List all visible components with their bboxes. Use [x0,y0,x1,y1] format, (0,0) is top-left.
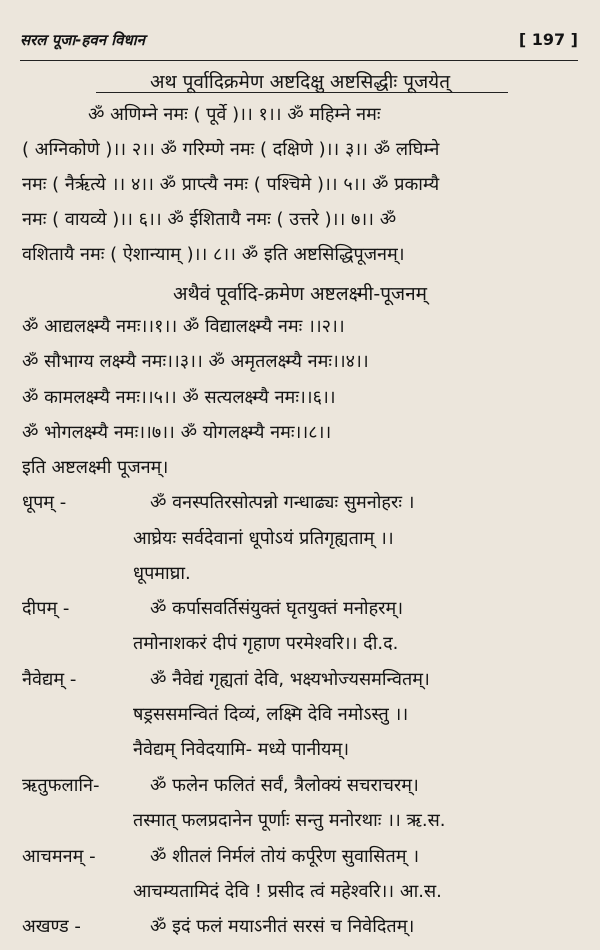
text-line: ॐ सौभाग्य लक्ष्म्यै नमः।।३।। ॐ अमृतलक्ष्म्यै नमः।।४।। [22,351,369,372]
mantra-line: ॐ नैवेद्यं गृह्यतां देवि, भक्ष्यभोज्यसमन्वितम्। [150,669,430,690]
mantra-line: ॐ कर्पासवर्तिसंयुक्तं घृतयुक्तं मनोहरम्। [150,598,404,619]
text-line: वशितायै नमः ( ऐशान्याम् )।। ८।। ॐ इति अष्टसिद्धिपूजनम्। [22,244,405,265]
text-line: इति अष्टलक्ष्मी पूजनम्। [22,457,169,478]
offering-label-akhanda: अखण्ड - [22,916,81,937]
offering-label-naivedyam: नैवेद्यम् - [22,669,77,690]
mantra-line: तमोनाशकरं दीपं गृहाण परमेश्वरि।। दी.द. [133,633,399,654]
mantra-line: ॐ इदं फलं मयाऽनीतं सरसं च निवेदितम्। [150,916,415,937]
running-head: सरल पूजा-हवन विधान [20,31,145,49]
mantra-line: ॐ शीतलं निर्मलं तोयं कर्पूरेण सुवासितम् । [150,846,420,867]
text-line: ॐ भोगलक्ष्म्यै नमः।।७।। ॐ योगलक्ष्म्यै नमः।।८।। [22,422,332,443]
section-title-ashtalakshmi: अथैवं पूर्वादि-क्रमेण अष्टलक्ष्मी-पूजनम् [172,283,428,305]
offering-label-deepam: दीपम् - [22,598,70,619]
section-title-ashtasiddhi: अथ पूर्वादिक्रमेण अष्टदिक्षु अष्टसिद्धीः पूजयेत् [149,71,451,93]
text-line: ॐ अणिम्ने नमः ( पूर्वे )।। १।। ॐ महिम्ने नमः [88,104,381,125]
mantra-line: ॐ वनस्पतिरसोत्पन्नो गन्धाढ्यः सुमनोहरः । [150,492,415,513]
text-line: ॐ आद्यलक्ष्म्यै नमः।।१।। ॐ विद्यालक्ष्म्यै नमः ।।२।। [22,316,345,337]
mantra-line: ॐ फलेन फलितं सर्वं, त्रैलोक्यं सचराचरम्। [150,775,419,796]
mantra-line: नैवेद्यम् निवेदयामि- मध्ये पानीयम्। [133,739,350,760]
text-line: नमः ( नैर्ऋत्ये ।। ४।। ॐ प्राप्त्यै नमः ( पश्चिमे )।। ५।। ॐ प्रकाम्यै [22,174,440,195]
offering-label-ritu-phalani: ऋतुफलानि- [22,775,100,796]
mantra-line: तस्मात् फलप्रदानेन पूर्णाः सन्तु मनोरथाः ।। ऋ.स. [133,810,446,831]
mantra-line: आघ्रेयः सर्वदेवानां धूपोऽयं प्रतिगृह्यताम् ।। [133,528,394,549]
page-header [20,30,578,61]
mantra-line: धूपमाघ्रा. [133,563,191,584]
text-line: नमः ( वायव्ये )।। ६।। ॐ ईशितायै नमः ( उत्तरे )।। ७।। ॐ [22,209,397,230]
title-underline [96,92,508,93]
offering-label-dhoopam: धूपम् - [22,492,67,513]
page-number: [ 197 ] [518,30,578,49]
mantra-line: षड्रससमन्वितं दिव्यं, लक्ष्मि देवि नमोऽस्तु ।। [133,704,409,725]
offering-label-achamanam: आचमनम् - [22,846,96,867]
text-line: ॐ कामलक्ष्म्यै नमः।।५।। ॐ सत्यलक्ष्म्यै नमः।।६।। [22,387,336,408]
text-line: ( अग्निकोणे )।। २।। ॐ गरिम्णे नमः ( दक्षिणे )।। ३।। ॐ लघिम्ने [22,139,440,160]
mantra-line: आचम्यतामिदं देवि ! प्रसीद त्वं महेश्वरि।। आ.स. [133,881,442,902]
